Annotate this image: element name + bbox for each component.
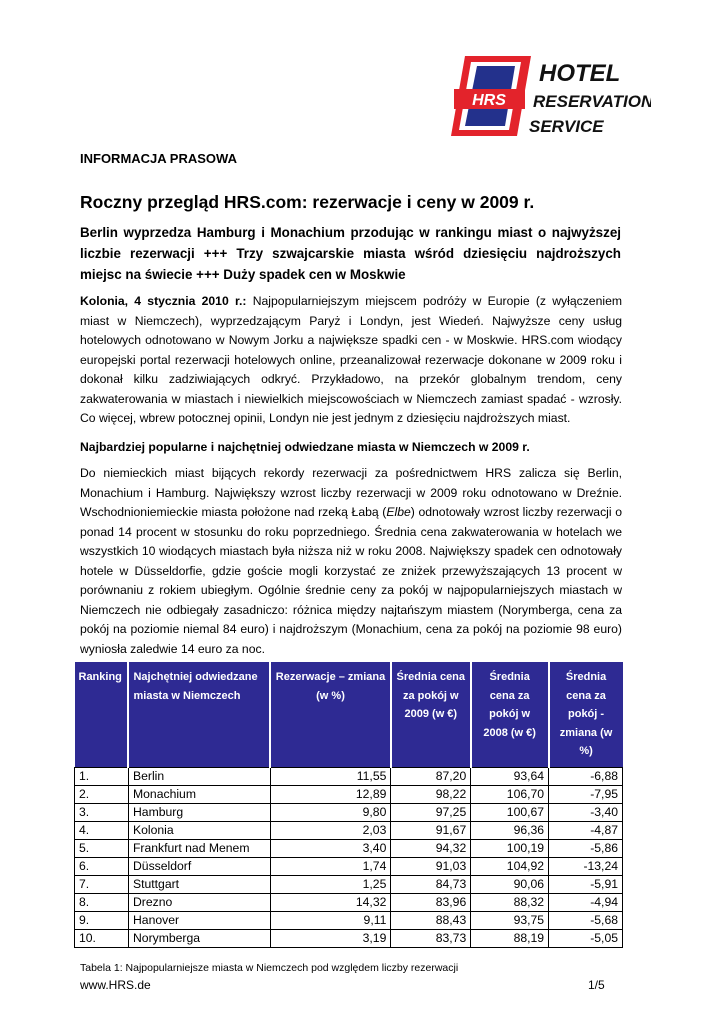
table-cell: -5,05 [549,929,623,947]
table-cell: -4,87 [549,821,623,839]
table-cell: Drezno [128,893,270,911]
table-cell: 91,03 [391,857,471,875]
table-cell: 91,67 [391,821,471,839]
hrs-logo [451,56,651,136]
table-cell: 100,67 [471,803,549,821]
header-price-change: Średnia cena za pokój - zmiana (w %) [549,662,623,767]
header-city: Najchętniej odwiedzane miasta w Niemczech [128,662,270,767]
table-cell: 7. [75,875,129,893]
para2-italic: Elbe [386,505,411,519]
table-cell: Berlin [128,767,270,785]
hrs-logo-graphic [451,56,651,136]
header-price-2009: Średnia cena za pokój w 2009 (w €) [391,662,471,767]
table-cell: 9,80 [270,803,391,821]
table-cell: 98,22 [391,785,471,803]
table-cell: 3,19 [270,929,391,947]
table-cell: 84,73 [391,875,471,893]
table-cell: -5,86 [549,839,623,857]
section-label: INFORMACJA PRASOWA [80,151,237,166]
table-cell: Kolonia [128,821,270,839]
table-cell: 106,70 [471,785,549,803]
table-row [75,893,623,911]
table-cell: -4,94 [549,893,623,911]
table-cell: 94,32 [391,839,471,857]
table-cell: -13,24 [549,857,623,875]
table-cell: 1. [75,767,129,785]
table-cell: Norymberga [128,929,270,947]
table-cell: Monachium [128,785,270,803]
table-cell: 1,25 [270,875,391,893]
table-cell: 1,74 [270,857,391,875]
table-cell: 10. [75,929,129,947]
table-cell: Hanover [128,911,270,929]
table-cell: 93,75 [471,911,549,929]
logo-line3: SERVICE [529,117,604,136]
intro-paragraph [80,292,622,429]
table-cell: 2,03 [270,821,391,839]
table-cell: Frankfurt nad Menem [128,839,270,857]
cities-table [74,662,623,948]
table-row [75,911,623,929]
table-caption: Tabela 1: Najpopularniejsze miasta w Niemczech pod względem liczby rezerwacji [80,962,459,974]
logo-line2: RESERVATION [533,92,651,111]
table-cell: 3. [75,803,129,821]
page-number: 1/5 [588,978,605,992]
page-title: Roczny przegląd HRS.com: rezerwacje i ceny w 2009 r. [80,192,535,212]
table-row [75,821,623,839]
table-cell: -5,91 [549,875,623,893]
table-cell: 90,06 [471,875,549,893]
table-cell: 5. [75,839,129,857]
subtitle: Berlin wyprzedza Hamburg i Monachium przodując w rankingu miast o najwyższej liczbie rezerwacji +++ Trzy szwajcarskie miasta wśród dziesięciu najdroższych miejsc na świecie +++ Duży spadek cen w Moskwie [80,225,621,282]
table-row [75,803,623,821]
table-cell: -3,40 [549,803,623,821]
table-cell: 88,43 [391,911,471,929]
para2-after: ) odnotowały wzrost liczby rezerwacji o ponad 14 procent w stosunku do roku poprzedniego. Średnia cena zakwaterowania w hotelach we wszystkich 10 wiodących miastach była niższa niż w roku 2008. Największy spadek cen odnotowały hotele w Düsseldorfie, gdzie goście mogli korzystać ze zniżek przewyższających 13 procent w porównaniu z rokiem ubiegłym. Ogólnie średnie ceny za pokój w najpopularniejszych miastach w Niemczech nie odbiegały zasadniczo: różnica między najtańszym miastem (Norymberga, cena za pokój na poziomie niemal 84 euro) i najdroższym (Monachium, cena za pokój na poziomie 98 euro) wyniosła zaledwie 14 euro za noc. [80,505,623,656]
logo-line1: HOTEL [539,60,621,87]
table-row [75,767,623,785]
table-cell: 14,32 [270,893,391,911]
table-cell: 6. [75,857,129,875]
table-cell: 83,73 [391,929,471,947]
table-cell: 12,89 [270,785,391,803]
header-price-2008: Średnia cena za pokój w 2008 (w €) [471,662,549,767]
table-cell: 88,19 [471,929,549,947]
table-row [75,839,623,857]
table-cell: Düsseldorf [128,857,270,875]
table-cell: 4. [75,821,129,839]
header-ranking: Ranking [75,662,129,767]
table-cell: 3,40 [270,839,391,857]
para2-before: Do niemieckich miast bijących rekordy rezerwacji za pośrednictwem HRS zalicza się Berlin, Monachium i Hamburg. Największy wzrost liczby rezerwacji w 2009 roku odnotowano w Dreźnie. Wschodnioniemieckie miasta położone nad rzeką Łabą ( [80,466,622,519]
cities-paragraph [80,464,622,659]
logo-abbr: HRS [472,92,506,109]
table-cell: 97,25 [391,803,471,821]
table-cell: 9,11 [270,911,391,929]
table-row [75,875,623,893]
table-cell: -7,95 [549,785,623,803]
footer-url: www.HRS.de [80,978,151,992]
table-cell: 8. [75,893,129,911]
table-row [75,929,623,947]
table-row [75,857,623,875]
table-cell: 11,55 [270,767,391,785]
table-cell: Stuttgart [128,875,270,893]
header-bookings-change: Rezerwacje – zmiana (w %) [270,662,391,767]
table-cell: 88,32 [471,893,549,911]
intro-text: Najpopularniejszym miejscem podróży w Europie (z wyłączeniem miast w Niemczech), wyprzedzającym Paryż i Londyn, jest Wiedeń. Najwyższe ceny usług hotelowych odnotowano w Nowym Jorku a największe spadki cen - w Moskwie. HRS.com wiodący europejski portal rezerwacji hotelowych online, przeanalizował rezerwacje dokonane w 2009 roku i dokonał kilku zadziwiających odkryć. Przykładowo, na przekór globalnym trendom, ceny zakwaterowania w miastach i niewielkich miejscowościach w Niemczech zamiast spadać - wzrosły. Co więcej, wbrew potocznej opinii, Londyn nie jest jednym z dziesięciu najdroższych miast. [80,294,622,425]
table-cell: 96,36 [471,821,549,839]
table-cell: 104,92 [471,857,549,875]
table-cell: -5,68 [549,911,623,929]
table-cell: 100,19 [471,839,549,857]
table-cell: 2. [75,785,129,803]
table-cell: Hamburg [128,803,270,821]
table-cell: -6,88 [549,767,623,785]
table-cell: 93,64 [471,767,549,785]
table-row [75,785,623,803]
table-cell: 9. [75,911,129,929]
table-cell: 83,96 [391,893,471,911]
dateline: Kolonia, 4 stycznia 2010 r.: [80,294,247,308]
section-heading: Najbardziej popularne i najchętniej odwiedzane miasta w Niemczech w 2009 r. [80,440,530,454]
table-cell: 87,20 [391,767,471,785]
